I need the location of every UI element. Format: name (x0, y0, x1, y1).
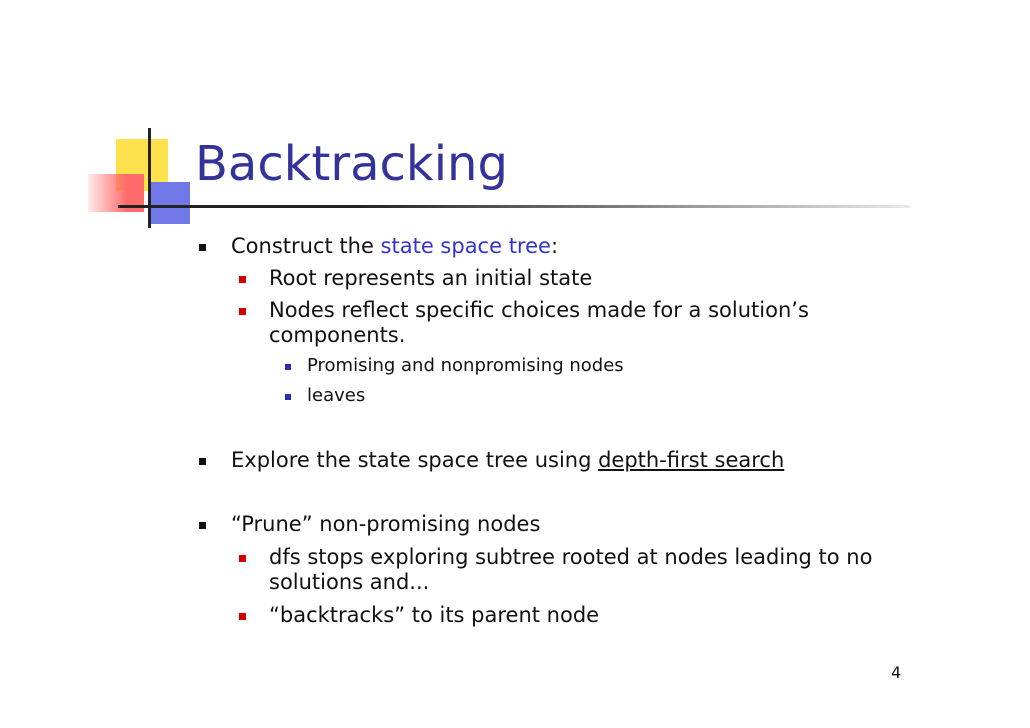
bullet-text: Nodes reflect specific choices made for a solution’s (269, 298, 809, 322)
square-bullet-icon (239, 613, 246, 620)
bullet-text: dfs stops exploring subtree rooted at nodes leading to no (269, 545, 873, 569)
bullet-text (231, 234, 558, 259)
bullet-text: components. (269, 323, 406, 347)
square-bullet-icon (199, 244, 206, 251)
slide-title: Backtracking (195, 136, 508, 192)
bullet-text-part: : (550, 234, 559, 258)
highlight-state-space-tree: state space tree (380, 234, 551, 258)
square-bullet-icon (239, 276, 246, 283)
bullet-text: Root represents an initial state (269, 266, 593, 290)
square-bullet-icon (199, 522, 206, 529)
depth-first-search-link[interactable]: depth-first search (598, 448, 785, 472)
square-bullet-icon (285, 394, 291, 400)
page-number: 4 (891, 663, 902, 682)
square-bullet-icon (285, 364, 291, 370)
bullet-text (231, 448, 784, 473)
bullet-text: “backtracks” to its parent node (269, 603, 600, 627)
decor-blue-square (148, 182, 190, 224)
bullet-text-part: Explore the state space tree using (231, 448, 599, 472)
square-bullet-icon (239, 555, 246, 562)
bullet-text-part: Construct the (231, 234, 381, 258)
square-bullet-icon (199, 458, 206, 465)
bullet-text: leaves (307, 385, 366, 406)
square-bullet-icon (239, 308, 246, 315)
bullet-text: solutions and... (269, 570, 430, 594)
bullet-text: Promising and nonpromising nodes (307, 355, 624, 376)
decor-vertical-line (148, 128, 151, 228)
bullet-text: “Prune” non-promising nodes (231, 512, 541, 536)
decor-title-underline (118, 205, 910, 208)
